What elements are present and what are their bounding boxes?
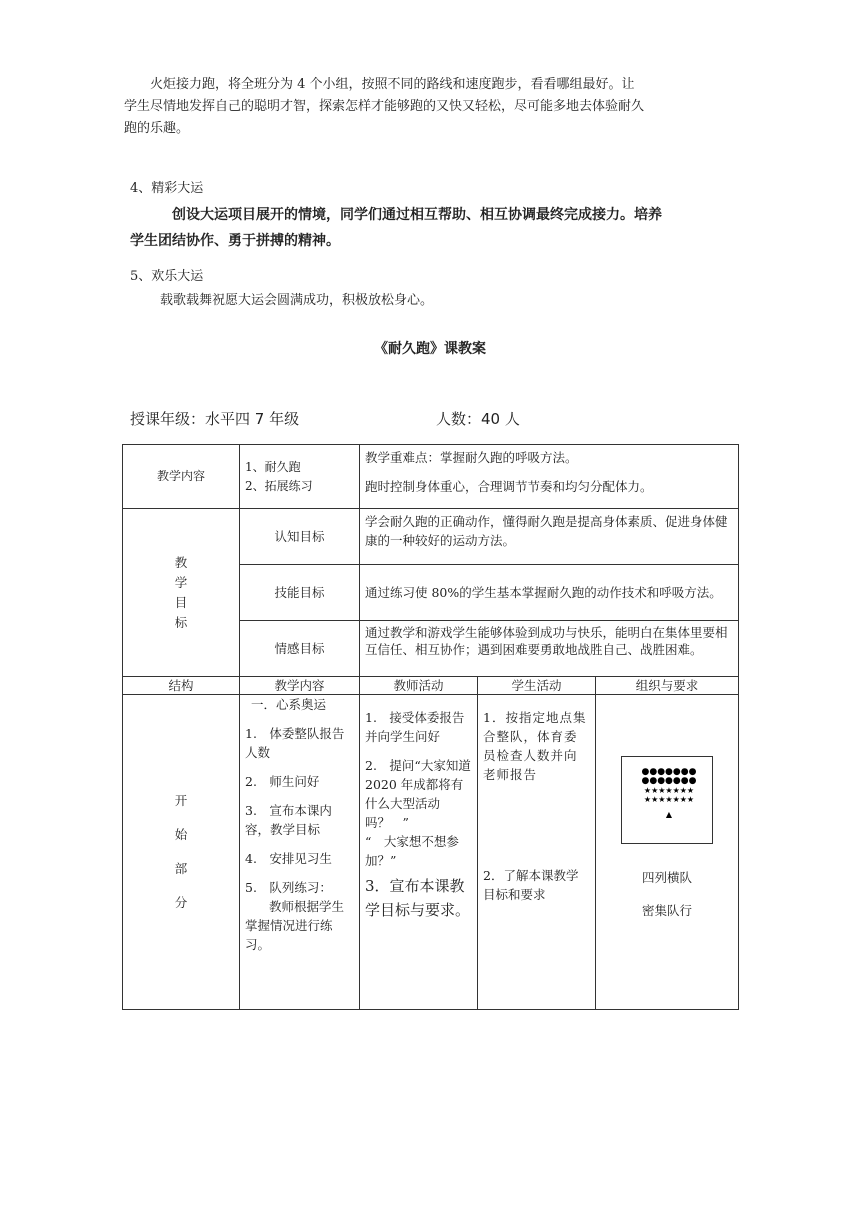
student-activity: 1．按指定地点集合整队，体育委员检查人数并向老师报告 <box>483 710 587 782</box>
section-label <box>123 695 240 1010</box>
table-row <box>123 695 739 1010</box>
formation-row-stars: ★★★★★★★ <box>643 786 695 795</box>
section-char: 分 <box>174 895 188 910</box>
student-activity: 2．了解本课教学目标和要求 <box>483 868 579 902</box>
objectives-char: 教 <box>174 554 188 570</box>
teacher-activity: “ 大家想不想参加？” <box>365 834 459 868</box>
key-points <box>360 445 739 509</box>
intro-paragraph-2 <box>130 202 745 254</box>
section-char: 部 <box>174 861 188 876</box>
content-item: 4. 安排见习生 <box>245 851 332 866</box>
objective-label: 认知目标 <box>240 509 360 565</box>
teacher-activity: 3．宣布本课教学目标与要求。 <box>365 877 471 919</box>
formation-label: 四列横队 <box>642 870 693 885</box>
objective-label: 情感目标 <box>240 621 360 677</box>
intro-paragraph-3: 载歌载舞祝愿大运会圆满成功，积极放松身心。 <box>160 293 434 308</box>
formation-row-circles: ●●●●●●● <box>641 776 697 786</box>
intro-paragraph-1 <box>124 74 744 140</box>
objective-text: 通过练习使 80%的学生基本掌握耐久跑的动作技术和呼吸方法。 <box>360 565 739 621</box>
table-row <box>123 445 739 509</box>
objectives-char: 学 <box>174 574 188 590</box>
lesson-plan-table <box>122 444 739 1010</box>
column-header: 教师活动 <box>360 677 478 695</box>
content-item: 1、耐久跑 <box>245 459 301 474</box>
teacher-activity: 2. 提问“大家知道 2020 年成都将有什么大型活动吗？ ” <box>365 758 471 830</box>
key-point: 跑时控制身体重心，合理调节节奏和均匀分配体力。 <box>365 479 653 494</box>
content-label: 教学内容 <box>123 445 240 509</box>
column-header: 教学内容 <box>240 677 360 695</box>
intro-line: 学生团结协作、勇于拼搏的精神。 <box>130 233 340 249</box>
objective-text: 学会耐久跑的正确动作，懂得耐久跑是提高身体素质、促进身体健康的一种较好的运动方法。 <box>360 509 739 565</box>
grade-label: 授课年级：水平四 7 年级 <box>130 410 300 428</box>
column-header: 学生活动 <box>478 677 596 695</box>
content-cell <box>240 695 360 1010</box>
student-cell <box>478 695 596 1010</box>
key-point: 教学重难点：掌握耐久跑的呼吸方法。 <box>365 450 578 465</box>
student-count: 人数：40 人 <box>436 410 520 428</box>
table-header-row <box>123 677 739 695</box>
page-title: 《耐久跑》课教案 <box>374 341 486 357</box>
content-item: 1. 体委整队报告人数 <box>245 726 345 760</box>
section-heading-5: 5、欢乐大运 <box>130 269 204 284</box>
teacher-triangle-icon: ▲ <box>665 810 673 819</box>
content-title: 一．心系奥运 <box>251 697 327 712</box>
content-item: 2、拓展练习 <box>245 478 313 493</box>
column-header: 组织与要求 <box>596 677 739 695</box>
column-header: 结构 <box>123 677 240 695</box>
table-row <box>123 509 739 565</box>
content-items <box>240 445 360 509</box>
formation-row-circles: ●●●●●●● <box>641 767 697 777</box>
section-char: 始 <box>174 827 188 842</box>
section-char: 开 <box>174 793 188 808</box>
objectives-char: 目 <box>174 594 188 610</box>
intro-line: 跑的乐趣。 <box>124 121 190 136</box>
organization-cell <box>596 695 739 1010</box>
formation-row-stars: ★★★★★★★ <box>643 795 695 804</box>
teacher-cell <box>360 695 478 1010</box>
content-item: 5. 队列练习： <box>245 880 332 895</box>
intro-line: 学生尽情地发挥自己的聪明才智，探索怎样才能够跑的又快又轻松，尽可能多地去体验耐久 <box>124 99 645 114</box>
intro-line: 创设大运项目展开的情境，同学们通过相互帮助、相互协调最终完成接力。培养 <box>172 207 662 223</box>
section-heading-4: 4、精彩大运 <box>130 181 204 196</box>
intro-line: 火炬接力跑，将全班分为 4 个小组，按照不同的路线和速度跑步，看看哪组最好。让 <box>150 77 635 92</box>
teacher-activity: 1. 接受体委报告并向学生问好 <box>365 710 465 744</box>
objective-label: 技能目标 <box>240 565 360 621</box>
content-item: 2. 师生问好 <box>245 774 320 789</box>
objectives-label <box>123 509 240 677</box>
content-item: 3. 宣布本课内容，教学目标 <box>245 803 332 837</box>
objective-text: 通过教学和游戏学生能够体验到成功与快乐，能明白在集体里要相互信任、相互协作；遇到困难要勇敢地战胜自己、战胜困难。 <box>360 621 739 677</box>
content-note: 教师根据学生掌握情况进行练习。 <box>245 899 345 952</box>
formation-diagram <box>621 756 713 844</box>
formation-label: 密集队行 <box>642 903 693 918</box>
objectives-char: 标 <box>174 614 188 630</box>
